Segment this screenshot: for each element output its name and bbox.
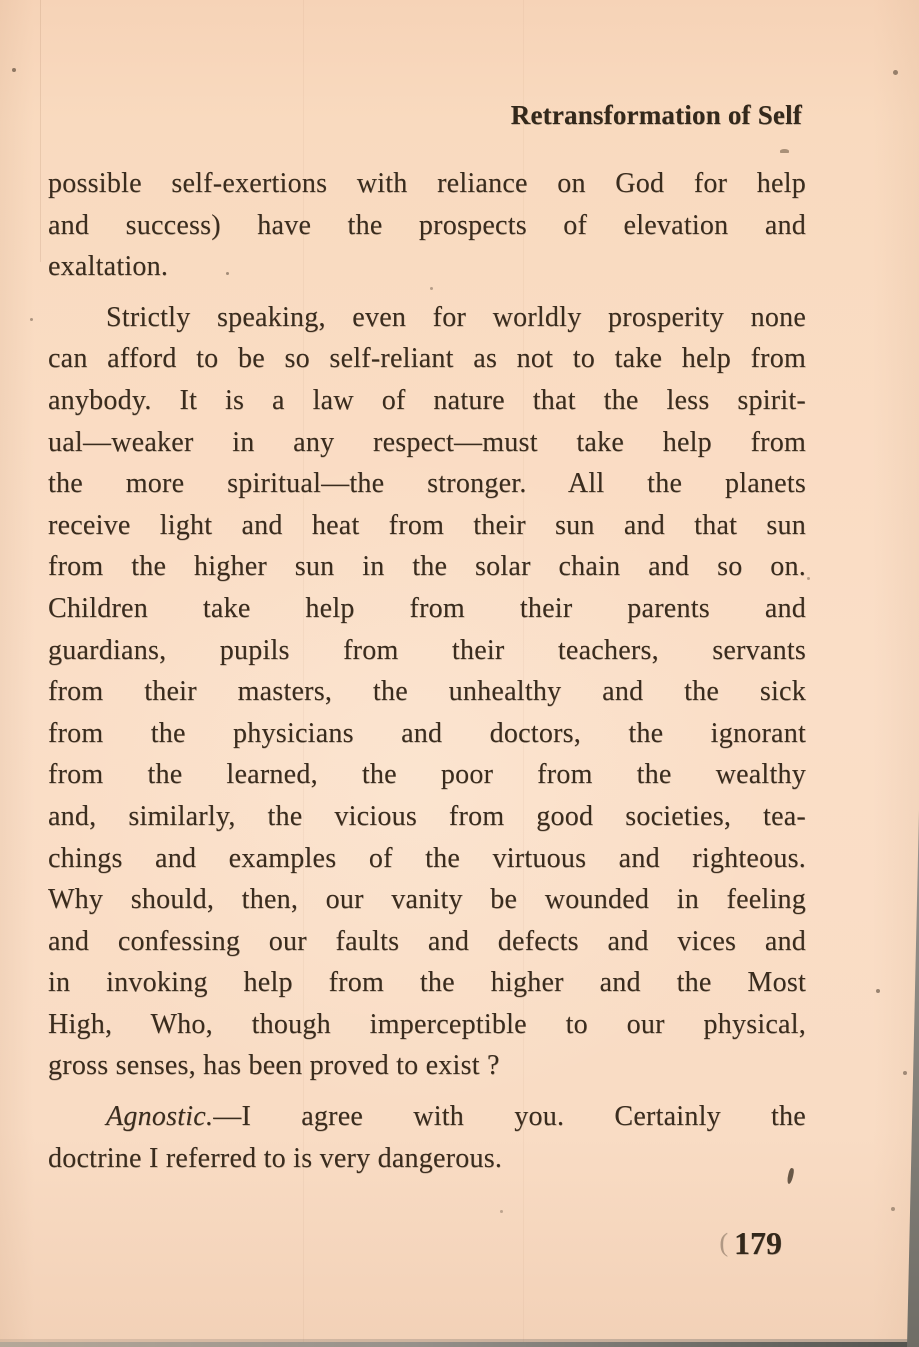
scan-edge-bottom — [0, 1342, 919, 1347]
text-line: chings and examples of the virtuous and righteous. — [48, 842, 806, 874]
ink-speck — [876, 989, 880, 993]
ink-speck — [893, 70, 898, 75]
running-header — [48, 100, 806, 131]
text-line: Agnostic.—I agree with you. Certainly the — [106, 1101, 806, 1133]
paragraph — [48, 163, 806, 288]
paper-crease — [40, 0, 41, 262]
ink-speck — [12, 68, 16, 72]
text-line: possible self-exertions with reliance on God for help — [48, 168, 806, 199]
ink-speck — [807, 577, 810, 580]
text-line: doctrine I referred to is very dangerous. — [48, 1142, 503, 1174]
text-line: Strictly speaking, even for worldly prosperity none — [106, 301, 806, 333]
text-line: from the physicians and doctors, the ignorant — [48, 717, 806, 749]
text-line: in invoking help from the higher and the Most — [48, 967, 806, 999]
text-line: and, similarly, the vicious from good societies, tea- — [48, 800, 806, 832]
text-line: guardians, pupils from their teachers, servants — [48, 634, 806, 666]
ink-speck — [903, 1071, 907, 1075]
ink-speck — [30, 318, 33, 321]
text-line: and confessing our faults and defects and vices and — [48, 925, 806, 957]
text-line: from the higher sun in the solar chain and so on. — [48, 551, 806, 583]
text-line: High, Who, though imperceptible to our physical, — [48, 1008, 806, 1040]
text-line: and success) have the prospects of elevation and — [48, 209, 806, 241]
text-line: gross senses, has been proved to exist ? — [48, 1050, 500, 1082]
page-content — [48, 0, 806, 1262]
ink-speck — [891, 1207, 895, 1211]
text-line: ual—weaker in any respect—must take help from — [48, 426, 806, 458]
text-line: anybody. It is a law of nature that the less spirit- — [48, 384, 806, 416]
text-line: Why should, then, our vanity be wounded in feeling — [48, 884, 806, 916]
paren-mark: ( — [719, 1228, 728, 1258]
text-line: receive light and heat from their sun and that sun — [48, 509, 806, 541]
paragraph — [48, 297, 806, 1087]
text-line: Children take help from their parents and — [48, 592, 806, 624]
text-block — [48, 163, 806, 1179]
scan-edge-right — [907, 810, 919, 1347]
page-number-row — [48, 1225, 806, 1262]
text-line: can afford to be so self-reliant as not to take help from — [48, 343, 806, 375]
text-line: from the learned, the poor from the wealthy — [48, 759, 806, 791]
running-header-title: Retransformation of Self — [510, 100, 802, 130]
page-number: 179 — [734, 1225, 782, 1262]
paragraph — [48, 1096, 806, 1179]
text-line: exaltation. — [48, 251, 169, 283]
italic-lead: Agnostic. — [106, 1101, 214, 1133]
text-line: from their masters, the unhealthy and the sick — [48, 676, 806, 708]
text-line: the more spiritual—the stronger. All the planets — [48, 468, 806, 500]
